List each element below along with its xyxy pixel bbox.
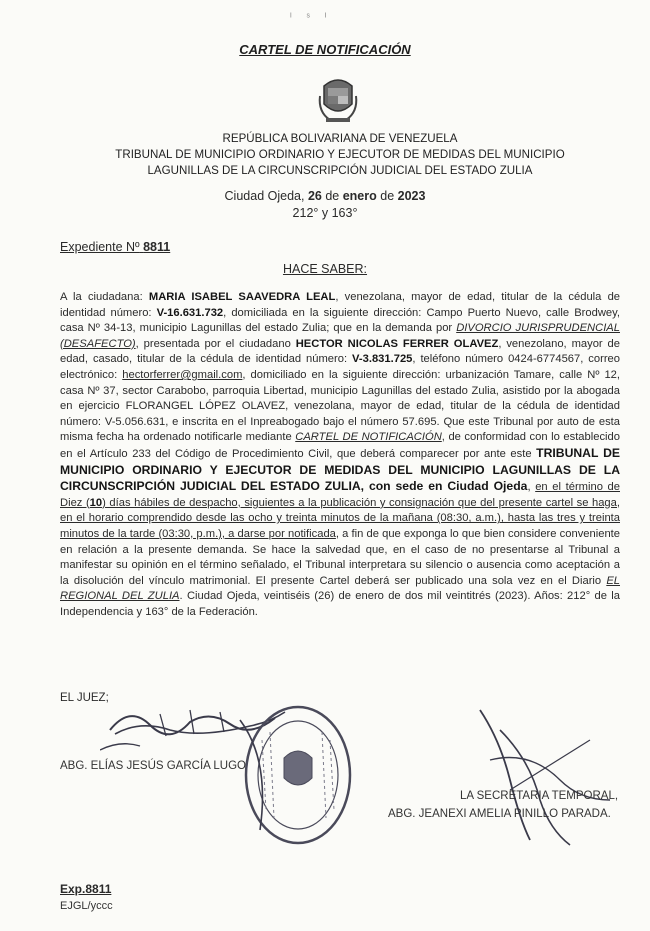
newspaper-name: EL REGIONAL DEL ZULIA bbox=[60, 574, 620, 603]
date-of2: de bbox=[380, 189, 395, 203]
court-seal-icon bbox=[230, 700, 360, 850]
court-header bbox=[49, 130, 632, 178]
notice-body bbox=[60, 290, 620, 620]
judge-label: EL JUEZ; bbox=[60, 692, 109, 704]
date-of1: de bbox=[325, 189, 340, 203]
body-text-3: , domiciliada en la siguiente dirección: Campo Puerto Nuevo, calle Brodwey, casa Nº 34-13, municipio Lagunillas del estado Zulia; que en la demanda por bbox=[60, 306, 620, 335]
expediente-number: 8811 bbox=[143, 240, 171, 254]
footer-initials: EJGL/yccc bbox=[60, 900, 113, 912]
date-day: 26 bbox=[307, 189, 322, 203]
footer-expediente: Exp.8811 bbox=[60, 882, 112, 896]
body-text-6: , teléfono número 0424-6774567, correo electrónico: bbox=[60, 353, 620, 381]
hace-saber-heading: HACE SABER: bbox=[282, 262, 368, 276]
secretary-name: ABG. JEANEXI AMELIA PINILLO PARADA. bbox=[388, 808, 611, 820]
term-text-b: ) días hábiles de despacho, siguientes a la publicación y consignación que del presente cartel se haga, en el horario comprendido desde las ocho y treinta minutos de la mañana (08:30, a.m.), hasta las tres y treinta minutos de la tarde (03:30, p.m.), a darse por notificada bbox=[60, 496, 620, 540]
republic-name: REPÚBLICA BOLIVARIANA DE VENEZUELA bbox=[222, 131, 458, 145]
body-text-5: , venezolano, mayor de edad, casado, titular de la cédula de identidad número: bbox=[60, 337, 620, 366]
secretary-signature-icon bbox=[470, 700, 620, 850]
date-month: enero bbox=[342, 189, 377, 203]
body-text-7: , domiciliado en la siguiente dirección: urbanización Tamare, calle Nº 12, casa Nº 37, sector Carabobo, parroquia Libertad, municipio Lagunillas del estado Zulia, asistido por la abogada en ejercicio FLORANGEL LÓPEZ OLAVEZ, venezolana, mayor de edad, titular de la cédula de identidad número: V-5.056.631, e inscrita en el Inpreabogado bajo el número 57.695. Que este Tribunal por auto de esta misma fecha ha ordenado notificarle mediante bbox=[60, 368, 620, 444]
body-text-4: , presentada por el ciudadano bbox=[135, 337, 296, 350]
secretary-title: LA SECRETARIA TEMPORAL, bbox=[460, 790, 619, 802]
top-scan-mark: ᴵ ˢ ᴵ bbox=[290, 12, 333, 23]
body-text-1: A la ciudadana: bbox=[60, 291, 149, 303]
expediente-text: Expediente Nº bbox=[60, 240, 140, 254]
date-city: Ciudad Ojeda, bbox=[224, 189, 305, 203]
expediente-label bbox=[60, 240, 170, 254]
plaintiff-name: HECTOR NICOLAS FERRER OLAVEZ bbox=[295, 337, 499, 350]
cartel-reference: CARTEL DE NOTIFICACIÓN bbox=[295, 431, 442, 444]
plaintiff-email: hectorferrer@gmail.com bbox=[122, 368, 243, 381]
document-title: CARTEL DE NOTIFICACIÓN bbox=[239, 42, 411, 57]
court-name-line1: TRIBUNAL DE MUNICIPIO ORDINARIO Y EJECUTOR DE MEDIDAS DEL MUNICIPIO bbox=[115, 147, 565, 161]
case-type: DIVORCIO JURISPRUDENCIAL (DESAFECTO) bbox=[60, 322, 620, 350]
recipient-id: V-16.631.732 bbox=[156, 306, 224, 319]
court-reference: TRIBUNAL DE MUNICIPIO ORDINARIO Y EJECUTOR DE MEDIDAS DEL MUNICIPIO LAGUNILLAS DE LA CIRCUNSCRIPCIÓN JUDICIAL DEL ESTADO ZULIA, con sede en Ciudad Ojeda bbox=[60, 445, 620, 494]
body-text-11: . Ciudad Ojeda, veintiséis (26) de enero de dos mil veintitrés (2023). Años: 212° de la Independencia y 163° de la Federación. bbox=[60, 590, 620, 618]
body-text-8: , de conformidad con lo establecido en el Artículo 233 del Código de Procedimiento Civil, que deberá comparecer por ante este bbox=[60, 431, 620, 460]
coat-of-arms-icon bbox=[316, 76, 360, 124]
term-text-a: en el término de Diez ( bbox=[60, 481, 620, 509]
body-text-2: , venezolana, mayor de edad, titular de la cédula de identidad número: bbox=[60, 291, 621, 319]
recipient-name: MARIA ISABEL SAAVEDRA LEAL bbox=[148, 291, 336, 303]
body-text-9: , bbox=[527, 481, 536, 494]
court-name-line2: LAGUNILLAS DE LA CIRCUNSCRIPCIÓN JUDICIAL DEL ESTADO ZULIA bbox=[147, 163, 533, 177]
date-year: 2023 bbox=[397, 189, 426, 203]
years-line: 212° y 163° bbox=[292, 206, 358, 220]
judge-name: ABG. ELÍAS JESÚS GARCÍA LUGO bbox=[60, 760, 246, 772]
term-days: 10 bbox=[89, 496, 103, 509]
body-text-10: , a fin de que exponga lo que bien considere conveniente en relación a la presente demanda. Se hace la salvedad que, en el caso de no presentarse al Tribunal a manifestar su opinión en el término señalado, el Tribunal interpretara su silencio o ausencia como aceptación a la disolución del vínculo matrimonial. El presente Cartel deberá ser publicado una sola vez en el Diario bbox=[60, 527, 620, 587]
date-line bbox=[0, 188, 650, 204]
plaintiff-id: V-3.831.725 bbox=[352, 353, 413, 366]
